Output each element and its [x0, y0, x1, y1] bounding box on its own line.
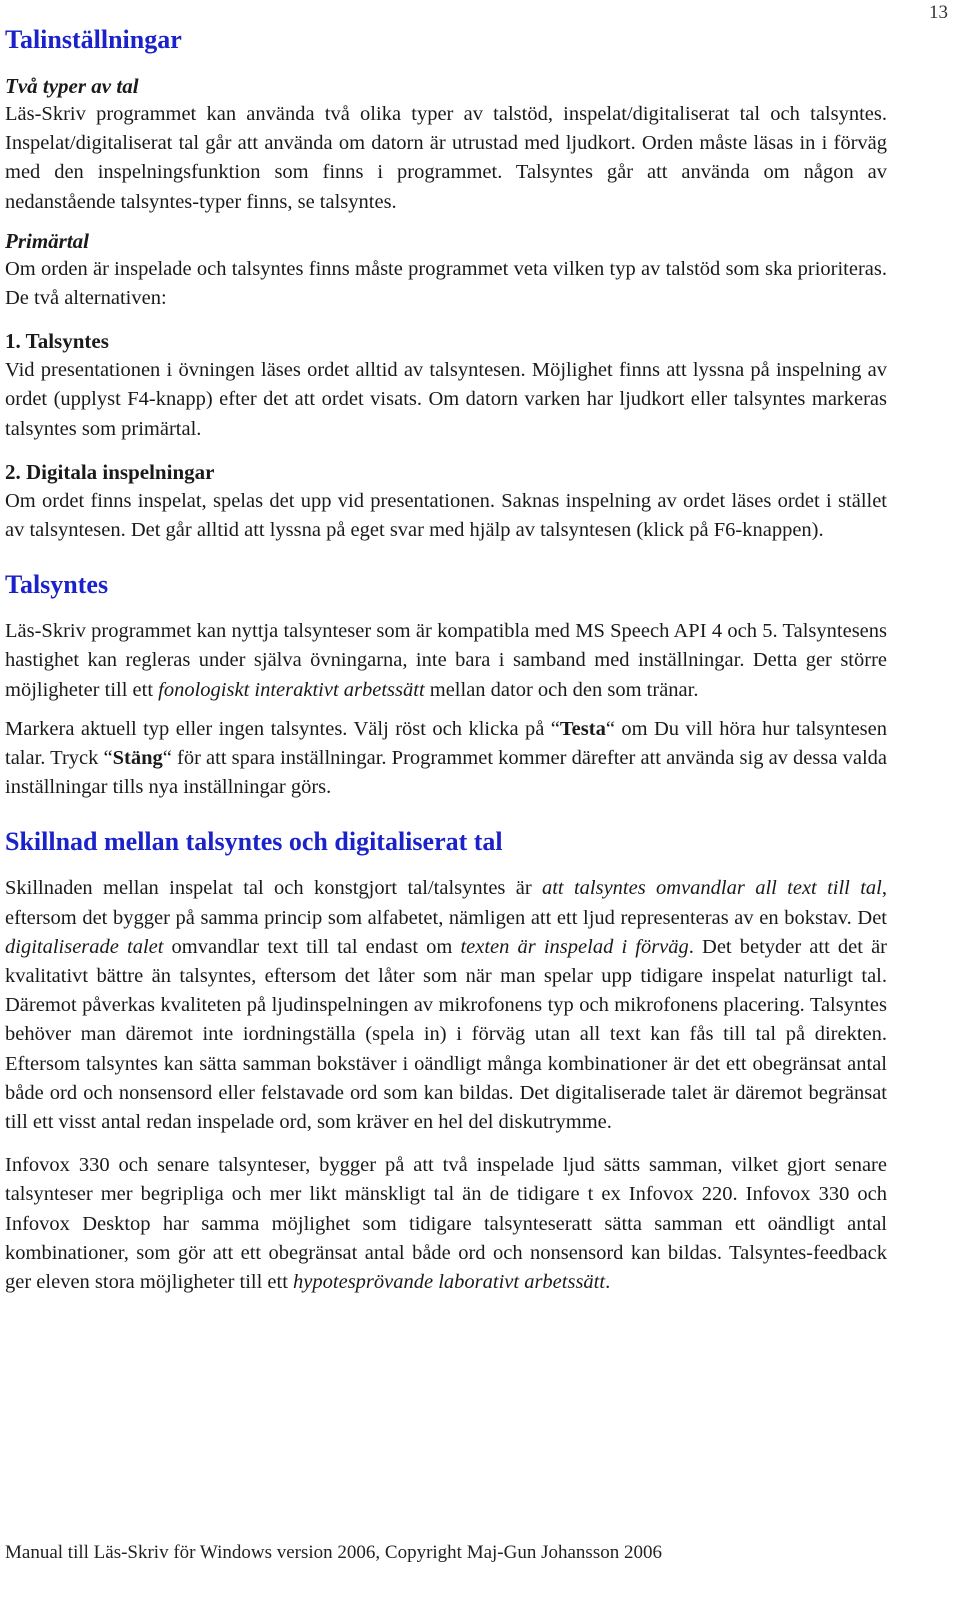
emphasis-texten-inspelad: texten är inspelad i förväg: [460, 935, 689, 958]
emphasis-testa: Testa: [559, 717, 606, 740]
heading-talinstallningar: Talinställningar: [5, 25, 182, 54]
paragraph-talsyntes-2: Markera aktuell typ eller ingen talsyntes. Välj röst och klicka på “Testa“ om Du vill höra hur talsyntesen talar. Tryck “Stäng“ för att spara inställningar. Programmet kommer därefter att använda sig av dessa valda inställningar tills nya inställningar görs.: [5, 717, 887, 799]
heading-tva-typer-av-tal: Två typer av tal: [5, 74, 139, 98]
paragraph-tva-typer: Läs-Skriv programmet kan använda två olika typer av talstöd, inspelat/digitaliserat tal och talsyntes. Inspelat/digitaliserat tal går att använda om datorn är utrustad med ljudkort. Orden måste läsas in i förväg med den inspelningsfunktion som finns i programmet. Talsyntes går att använda om någon av nedanstående talsyntes-typer finns, se talsyntes.: [5, 103, 887, 213]
paragraph-skillnad-1: Skillnaden mellan inspelat tal och konstgjort tal/talsyntes är att talsyntes omvandlar all text till tal, eftersom det bygger på samma princip som alfabetet, nämligen att ett ljud representeras av en bokstav. Det digitaliserade talet omvandlar text till tal endast om texten är inspelad i förväg. Det betyder att det är kvalitativt bättre än talsyntes, eftersom det låter som när man spelar upp tidigare inspelat naturligt tal. Däremot påverkas kvaliteten på ljudinspelningen av mikrofonens typ och mikrofonens placering. Talsyntes behöver man däremot inte iordningställa (spela in) i förväg utan all text kan fås till tal på direkten. Eftersom talsyntes kan sätta samman bokstäver i oändligt många kombinationer är det ett obegränsat antal både ord och nonsensord eller felstavade ord som kan bildas. Det digitaliserade talet är däremot begränsat till ett visst antal redan inspelade ord, som kräver en hel del diskutrymme.: [5, 877, 887, 1134]
emphasis-att-talsyntes: att talsyntes omvandlar all text till tal: [541, 877, 882, 900]
heading-option-digitala: 2. Digitala inspelningar: [5, 459, 215, 484]
paragraph-skillnad-2: Infovox 330 och senare talsynteser, bygger på att två inspelade ljud sätts samman, vilket gjort senare talsynteser mer begripliga och mer likt mänskligt tal än de tidigare t ex Infovox 220. Infovox 330 och Infovox Desktop har samma möjlighet som tidigare talsynteseratt sätta samman ett oändligt antal kombinationer, som gör att ett obegränsat antal både ord och nonsensord kan bildas. Talsyntes-feedback ger eleven stora möjligheter till ett hypotesprövande laborativt arbetssätt.: [5, 1154, 887, 1294]
emphasis-hypotesprovande: hypotesprövande laborativt arbetssätt: [293, 1271, 606, 1294]
paragraph-option-talsyntes: Vid presentationen i övningen läses ordet alltid av talsyntesen. Möjlighet finns att lyssna på inspelning av ordet (upplyst F4-knapp) efter det att ordet visats. Om datorn varken har ljudkort eller talsyntes markeras talsyntes som primärtal.: [5, 359, 887, 440]
page-footer: Manual till Läs-Skriv för Windows version 2006, Copyright Maj-Gun Johansson 2006: [5, 1542, 662, 1563]
page-content: [5, 22, 887, 1297]
paragraph-option-digitala: Om ordet finns inspelat, spelas det upp vid presentationen. Saknas inspelning av ordet läses ordet i stället av talsyntesen. Det går alltid att lyssna på eget svar med hjälp av talsyntesen (klick på F6-knappen).: [5, 489, 887, 542]
emphasis-stang: Stäng: [112, 747, 163, 770]
heading-talsyntes: Talsyntes: [5, 570, 109, 600]
heading-primartal: Primärtal: [5, 228, 90, 253]
emphasis-fonologiskt: fonologiskt interaktivt arbetssätt: [158, 678, 425, 701]
emphasis-digitaliserade: digitaliserade talet: [5, 935, 164, 958]
heading-skillnad: Skillnad mellan talsyntes och digitaliserat tal: [5, 827, 503, 857]
paragraph-talsyntes-1: Läs-Skriv programmet kan nyttja talsynteser som är kompatibla med MS Speech API 4 och 5. Talsyntesens hastighet kan regleras under själva övningarna, inte bara i samband med inställningar. Detta ger större möjligheter till ett fonologiskt interaktivt arbetssätt mellan dator och den som tränar.: [5, 620, 887, 701]
paragraph-primartal: Om orden är inspelade och talsyntes finns måste programmet veta vilken typ av talstöd som ska prioriteras. De två alternativen:: [5, 257, 887, 310]
page-number: 13: [929, 2, 948, 23]
heading-option-talsyntes: 1. Talsyntes: [5, 329, 109, 354]
